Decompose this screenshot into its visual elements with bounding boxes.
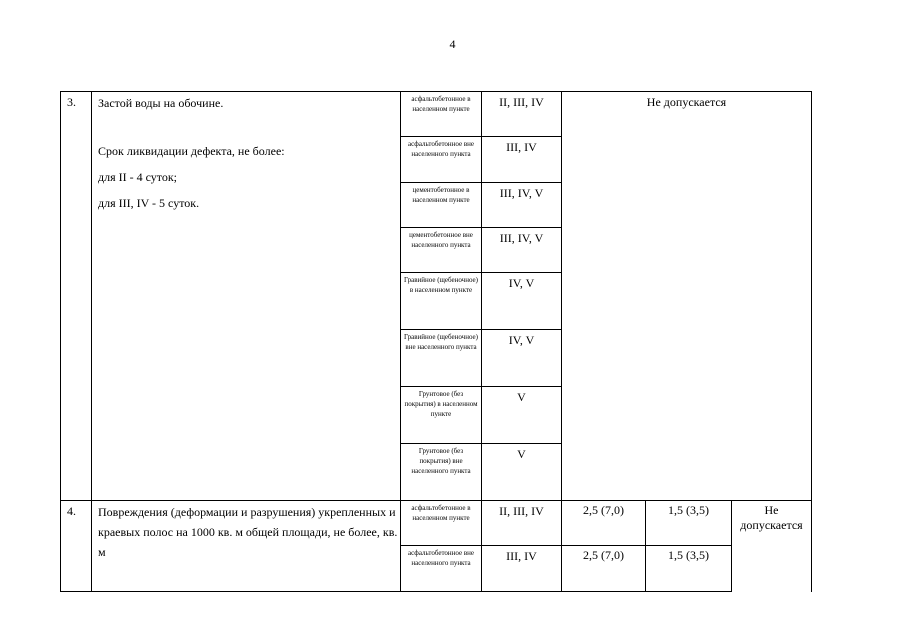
row-number: 3.	[61, 92, 92, 501]
road-categories: III, IV, V	[482, 183, 562, 228]
allowed-value: 1,5 (3,5)	[646, 546, 732, 592]
road-categories: IV, V	[482, 330, 562, 387]
row-number: 4.	[61, 501, 92, 592]
allowed-value: 2,5 (7,0)	[562, 546, 646, 592]
road-categories: V	[482, 444, 562, 501]
table-row	[61, 501, 812, 546]
allowed-value: 1,5 (3,5)	[646, 501, 732, 546]
coverage-type: Грунтовое (без покрытия) в населенном пункте	[401, 387, 482, 444]
road-categories: II, III, IV	[482, 92, 562, 137]
coverage-type: Гравийное (щебеночное) в населенном пункте	[401, 273, 482, 330]
defect-title: Застой воды на обочине.	[98, 96, 224, 110]
road-categories: III, IV	[482, 137, 562, 183]
coverage-type: асфальтобетонное в населенном пункте	[401, 501, 482, 546]
allowed-value: 2,5 (7,0)	[562, 501, 646, 546]
coverage-type: Грунтовое (без покрытия) вне населенного пункта	[401, 444, 482, 501]
road-categories: II, III, IV	[482, 501, 562, 546]
coverage-type: асфальтобетонное вне населенного пункта	[401, 546, 482, 592]
defect-title: Повреждения (деформации и разрушения) укрепленных и краевых полос на 1000 кв. м общей площади, не более, кв. м	[92, 501, 401, 592]
deadline-line: для II - 4 суток;	[98, 170, 178, 184]
road-categories: III, IV	[482, 546, 562, 592]
page-number: 4	[449, 37, 456, 51]
road-categories: IV, V	[482, 273, 562, 330]
deadline-text: Срок ликвидации дефекта, не более:	[98, 144, 285, 158]
defects-table	[60, 91, 812, 592]
not-allowed-note: Не допускается	[562, 92, 812, 501]
deadline-line: для III, IV - 5 суток.	[98, 196, 200, 210]
road-categories: III, IV, V	[482, 228, 562, 273]
defect-description	[92, 92, 401, 501]
road-categories: V	[482, 387, 562, 444]
coverage-type: цементобетонное вне населенного пункта	[401, 228, 482, 273]
table-row	[61, 92, 812, 137]
not-allowed-note: Не допускается	[732, 501, 812, 592]
coverage-type: Гравийное (щебеночное) вне населенного пункта	[401, 330, 482, 387]
coverage-type: асфальтобетонное вне населенного пункта	[401, 137, 482, 183]
coverage-type: цементобетонное в населенном пункте	[401, 183, 482, 228]
coverage-type: асфальтобетонное в населенном пункте	[401, 92, 482, 137]
